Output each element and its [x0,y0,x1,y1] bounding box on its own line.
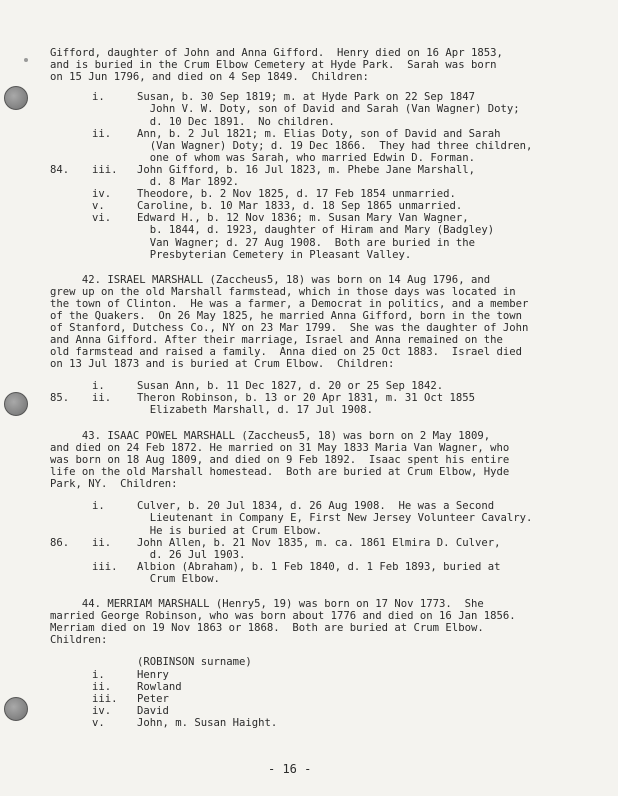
paragraph-42-line: the town of Clinton. He was a farmer, a Democrat in politics, and a member [50,297,529,310]
paragraph-44-line: Children: [50,634,108,647]
paragraph-44-line: Merriam died on 19 Nov 1863 or 1868. Both are buried at Crum Elbow. [50,622,484,635]
surname-note: (ROBINSON surname) [137,656,252,669]
child-numeral: iv. [92,188,112,201]
page-number: - 16 - [268,762,312,776]
child-numeral: iii. [92,163,118,176]
paragraph-43-line: Park, NY. Children: [50,478,178,491]
child-entry-line: Albion (Abraham), b. 1 Feb 1840, d. 1 Feb 1893, buried at [137,560,501,573]
child-entry-line: Presbyterian Cemetery in Pleasant Valley. [137,248,412,261]
child-entry-line: Ann, b. 2 Jul 1821; m. Elias Doty, son of David and Sarah [137,127,501,140]
child-entry-line: b. 1844, d. 1923, daughter of Hiram and Mary (Badgley) [137,224,495,237]
paragraph-42-line: old farmstead and raised a family. Anna died on 25 Oct 1883. Israel died [50,346,522,359]
child-entry-line: Susan Ann, b. 11 Dec 1827, d. 20 or 25 Sep 1842. [137,379,444,392]
child-entry-line: Theron Robinson, b. 13 or 20 Apr 1831, m. 31 Oct 1855 [137,391,476,404]
child-numeral: ii. [92,536,112,549]
child-numeral: v. [92,200,105,213]
child-numeral: vi. [92,212,112,225]
child-entry-line: Theodore, b. 2 Nov 1825, d. 17 Feb 1854 unmarried. [137,188,456,201]
child-entry-line: d. 26 Jul 1903. [137,548,246,561]
child-entry-line: (Van Wagner) Doty; d. 19 Dec 1866. They had three children, [137,139,533,152]
intro-paragraph-line: on 15 Jun 1796, and died on 4 Sep 1849. Children: [50,71,369,84]
paragraph-42-line: and Anna Gifford. After their marriage, Israel and Anna remained on the [50,334,503,347]
child-entry-line: Edward H., b. 12 Nov 1836; m. Susan Mary Van Wagner, [137,212,469,225]
child-numeral: iii. [92,560,118,573]
child-entry-line: Lieutenant in Company E, First New Jersey Volunteer Cavalry. [137,512,533,525]
child-entry-line: John V. W. Doty, son of David and Sarah (Van Wagner) Doty; [137,103,520,116]
edge-mark [24,58,28,62]
child-entry-line: Peter [137,692,169,705]
child-numeral: i. [92,500,105,513]
child-entry-line: Caroline, b. 10 Mar 1833, d. 18 Sep 1865 unmarried. [137,200,463,213]
paragraph-42-line: 42. ISRAEL MARSHALL (Zaccheus5, 18) was born on 14 Aug 1796, and [50,273,491,286]
paragraph-43-line: and died on 24 Feb 1872. He married on 31 May 1833 Maria Van Wagner, who [50,441,510,454]
child-entry-line: David [137,704,169,717]
child-entry-line: John Allen, b. 21 Nov 1835, m. ca. 1861 Elmira D. Culver, [137,536,501,549]
child-entry-line: Susan, b. 30 Sep 1819; m. at Hyde Park on 22 Sep 1847 [137,91,476,104]
ref-number: 86. [50,536,70,549]
child-numeral: iii. [92,692,118,705]
child-entry-line: Culver, b. 20 Jul 1834, d. 26 Aug 1908. He was a Second [137,500,495,513]
paragraph-42-line: grew up on the old Marshall farmstead, which in those days was located in [50,285,516,298]
child-entry-line: John Gifford, b. 16 Jul 1823, m. Phebe Jane Marshall, [137,163,476,176]
paragraph-42-line: on 13 Jul 1873 and is buried at Crum Elbow. Children: [50,358,395,371]
child-entry-line: Henry [137,668,169,681]
child-numeral: ii. [92,680,112,693]
child-numeral: v. [92,716,105,729]
paragraph-43-line: was born on 18 Aug 1809, and died on 9 Feb 1892. Isaac spent his entire [50,454,510,466]
child-entry-line: Van Wagner; d. 27 Aug 1908. Both are buried in the [137,236,476,249]
child-entry-line: d. 10 Dec 1891. No children. [137,115,335,128]
paragraph-44-line: married George Robinson, who was born about 1776 and died on 16 Jan 1856. [50,610,516,623]
child-entry-line: John, m. Susan Haight. [137,716,278,729]
child-entry-line: Crum Elbow. [137,572,220,585]
intro-paragraph-line: Gifford, daughter of John and Anna Gifford. Henry died on 16 Apr 1853, [50,47,503,59]
child-entry-line: d. 8 Mar 1892. [137,176,240,188]
child-numeral: i. [92,668,105,681]
paragraph-44-line: 44. MERRIAM MARSHALL (Henry5, 19) was born on 17 Nov 1773. She [50,598,484,610]
child-numeral: i. [92,379,105,392]
child-numeral: ii. [92,127,112,140]
ref-number: 84. [50,163,70,176]
child-numeral: ii. [92,391,112,404]
paragraph-43-line: life on the old Marshall homestead. Both are buried at Crum Elbow, Hyde [50,466,510,479]
child-numeral: iv. [92,704,112,717]
punch-hole [4,697,28,721]
child-numeral: i. [92,91,105,104]
paragraph-43-line: 43. ISAAC POWEL MARSHALL (Zaccheus5, 18) was born on 2 May 1809, [50,429,491,442]
intro-paragraph-line: and is buried in the Crum Elbow Cemetery at Hyde Park. Sarah was born [50,59,497,72]
child-entry-line: one of whom was Sarah, who married Edwin D. Forman. [137,151,476,164]
child-entry-line: Elizabeth Marshall, d. 17 Jul 1908. [137,403,373,416]
child-entry-line: Rowland [137,680,182,693]
paragraph-42-line: of the Quakers. On 26 May 1825, he married Anna Gifford, born in the town [50,310,522,322]
punch-hole [4,86,28,110]
child-entry-line: He is buried at Crum Elbow. [137,524,322,537]
paragraph-42-line: of Stanford, Dutchess Co., NY on 23 Mar 1799. She was the daughter of John [50,322,529,335]
ref-number: 85. [50,391,70,404]
punch-hole [4,392,28,416]
